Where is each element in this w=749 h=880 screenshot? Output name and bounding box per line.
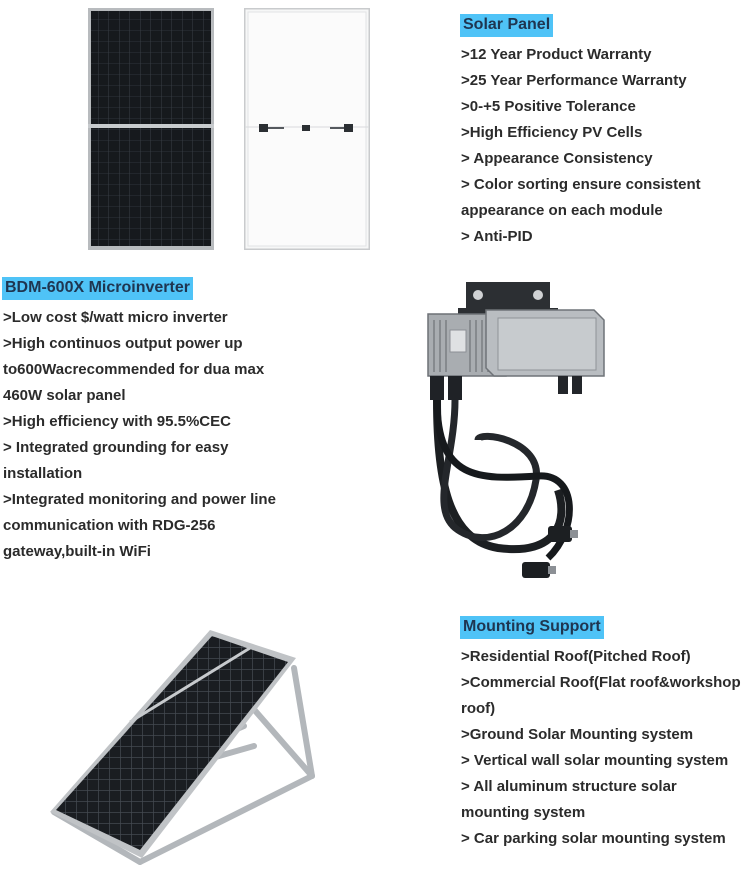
list-item: >0-+5 Positive Tolerance xyxy=(461,98,636,115)
list-item: >12 Year Product Warranty xyxy=(461,46,652,63)
solar-panel-front-image xyxy=(88,8,214,250)
list-item: appearance on each module xyxy=(461,202,663,219)
solar-panel-heading: Solar Panel xyxy=(460,14,553,37)
list-item: to600Wacrecommended for dua max xyxy=(3,361,265,378)
list-item: installation xyxy=(3,465,83,482)
microinverter-image xyxy=(418,280,618,590)
list-item: gateway,built-in WiFi xyxy=(3,543,151,560)
list-item: >25 Year Performance Warranty xyxy=(461,72,687,89)
mounting-feature-list xyxy=(461,644,741,852)
microinverter-section xyxy=(2,277,276,565)
list-item: > All aluminum structure solar xyxy=(461,778,677,795)
list-item: 460W solar panel xyxy=(3,387,126,404)
list-item: > Anti-PID xyxy=(461,228,533,245)
list-item: > Integrated grounding for easy xyxy=(3,439,229,456)
list-item: >High Efficiency PV Cells xyxy=(461,124,643,141)
list-item: > Vertical wall solar mounting system xyxy=(461,752,729,769)
list-item: roof) xyxy=(461,700,496,717)
list-item: >Residential Roof(Pitched Roof) xyxy=(461,648,691,665)
list-item: communication with RDG-256 xyxy=(3,517,216,534)
list-item: >Ground Solar Mounting system xyxy=(461,726,694,743)
solar-panel-section xyxy=(460,14,701,250)
mounting-heading: Mounting Support xyxy=(460,616,604,639)
list-item: >Low cost $/watt micro inverter xyxy=(3,309,228,326)
solar-panel-feature-list xyxy=(461,42,701,250)
list-item: >High continuos output power up xyxy=(3,335,243,352)
list-item: > Car parking solar mounting system xyxy=(461,830,726,847)
solar-panel-back-image xyxy=(244,8,370,250)
mounting-support-image xyxy=(44,626,320,876)
list-item: >Commercial Roof(Flat roof&workshop xyxy=(461,674,741,691)
list-item: >High efficiency with 95.5%CEC xyxy=(3,413,231,430)
list-item: mounting system xyxy=(461,804,586,821)
microinverter-heading: BDM-600X Microinverter xyxy=(2,277,193,300)
list-item: > Color sorting ensure consistent xyxy=(461,176,701,193)
list-item: > Appearance Consistency xyxy=(461,150,653,167)
list-item: >Integrated monitoring and power line xyxy=(3,491,276,508)
microinverter-feature-list xyxy=(3,305,276,565)
mounting-section xyxy=(460,616,741,852)
